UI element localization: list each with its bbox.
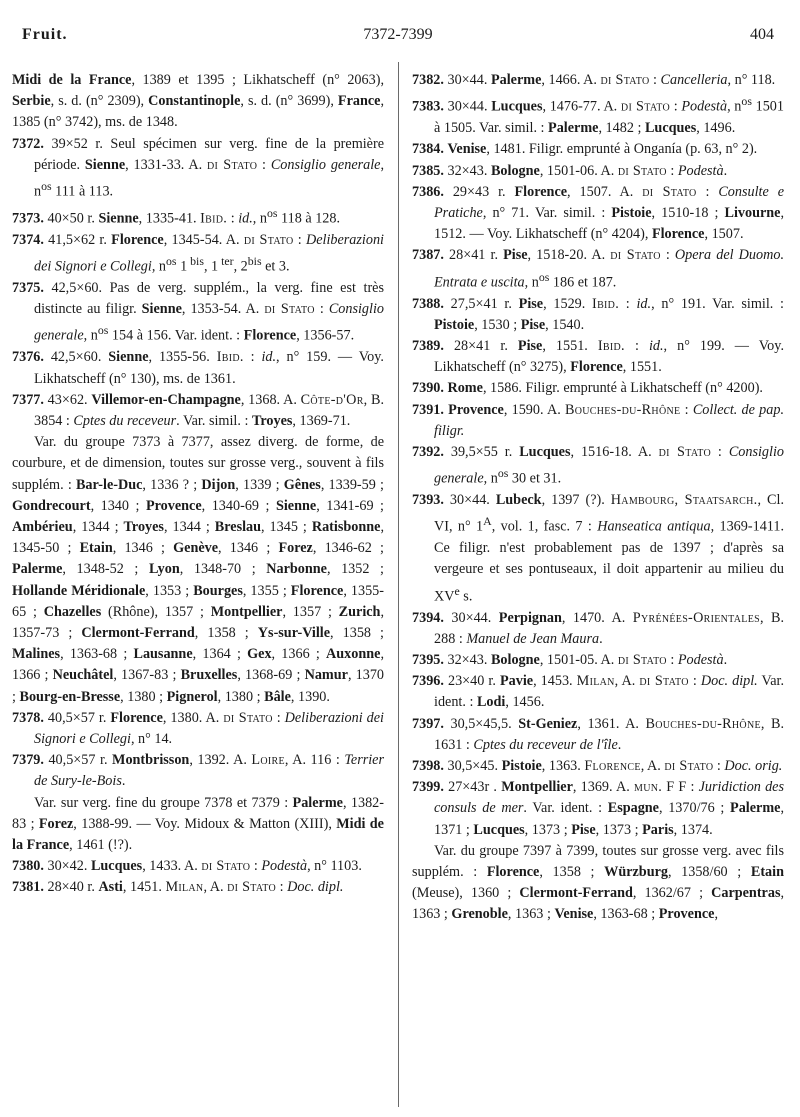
entry-7380: 7380. 30×42. Lucques, 1433. A. di Stato : Podestà, n° 1103. bbox=[12, 858, 362, 875]
entry-7390: 7390. Rome, 1586. Filigr. emprunté à Likhatscheff (n° 4200). bbox=[412, 380, 763, 397]
entry-7376: 7376. 42,5×60. Sienne, 1355-56. Ibid. : id., n° 159. — Voy. Likhatscheff (n° 130), ms. de 1361. bbox=[12, 349, 384, 387]
entry-7392: 7392. 39,5×55 r. Lucques, 1516-18. A. di Stato : Consiglio generale, $n^{os}$ 30 et 31. bbox=[412, 443, 784, 487]
right-column bbox=[412, 70, 784, 926]
entry-7399: 7399. 27×43r . Montpellier, 1369. A. mun. F F : Juridiction des consuls de mer. Var. ident. : Espagne, 1370/76 ; Palerme, 1371 ; Lucques, 1373 ; Pise, 1373 ; Paris, 1374. bbox=[412, 779, 784, 838]
entry-7374: 7374. 41,5×62 r. Florence, 1345-54. A. di Stato : Deliberazioni dei Signori e Collegi, $n^{os}$ 1 $^{bis}$, 1 $^{ter}$, $2^{bis}$ et 3. bbox=[12, 231, 384, 275]
entry-range: 7372-7399 bbox=[363, 26, 433, 43]
variants-paragraph: Var. sur verg. fine du groupe 7378 et 7379 : Palerme, 1382-83 ; Forez, 1388-99. — Voy. Midoux & Matton (XIII), Midi de la France, 1461 (!?). bbox=[12, 794, 384, 854]
entry-7387: 7387. 28×41 r. Pise, 1518-20. A. di Stato : Opera del Duomo. Entrata e uscita, $n^{os}$ 186 et 187. bbox=[412, 247, 784, 291]
entry-7383: 7383. 30×44. Lucques, 1476-77. A. di Stato : Podestà, $n^{os}$ 1501 à 1505. Var. simil. : Palerme, 1482 ; Lucques, 1496. bbox=[412, 94, 784, 137]
entry-7381: 7381. 28×40 r. Asti, 1451. Milan, A. di Stato : Doc. dipl. bbox=[12, 879, 344, 896]
entry-7396: 7396. 23×40 r. Pavie, 1453. Milan, A. di Stato : Doc. dipl. Var. ident. : Lodi, 1456. bbox=[412, 673, 784, 711]
section-title: Fruit. bbox=[22, 26, 68, 43]
page-number: 404 bbox=[750, 26, 774, 43]
column-divider bbox=[398, 62, 399, 1107]
variants-paragraph: Var. du groupe 7397 à 7399, toutes sur grosse verg. avec fils supplém. : Florence, 1358 ; Würzburg, 1358/60 ; Etain (Meuse), 1360 ; Clermont-Ferrand, 1362/67 ; Carpentras, 1363 ; Grenoble, 1363 ; Venise, 1363-68 ; Provence, bbox=[412, 842, 785, 923]
entry-7393: 7393. 30×44. Lubeck, 1397 (?). Hambourg, Staatsarch., Cl. VI, n° $1^A$, vol. 1, fasc. 7 : Hanseatica antiqua, 1369-1411. Ce filigr. n'est probablement pas de 1397 ; d'après sa vergeure et ses pontuseaux, il doit appartenir au milieu du XVe s. bbox=[412, 492, 785, 605]
entry-7386: 7386. 29×43 r. Florence, 1507. A. di Stato : Consulte e Pratiche, n° 71. Var. simil. : Pistoie, 1510-18 ; Livourne, 1512. — Voy. Likhatscheff (n° 4204), Florence, 1507. bbox=[412, 183, 784, 243]
entry-7391: 7391. Provence, 1590. A. Bouches-du-Rhône : Collect. de pap. filigr. bbox=[412, 401, 785, 439]
entry-7389: 7389. 28×41 r. Pise, 1551. Ibid. : id., n° 199. — Voy. Likhatscheff (n° 3275), Florence, 1551. bbox=[412, 337, 784, 376]
entry-7388: 7388. 27,5×41 r. Pise, 1529. Ibid. : id., n° 191. Var. simil. : Pistoie, 1530 ; Pise, 1540. bbox=[412, 295, 784, 333]
entry-7379: 7379. 40,5×57 r. Montbrisson, 1392. A. Loire, A. 116 : Terrier de Sury-le-Bois. bbox=[12, 752, 384, 790]
variants-paragraph: Var. du groupe 7373 à 7377, assez diverg. de forme, de courbure, et de dimension, toutes sur grosse verg., souvent à fils supplém. : Bar-le-Duc, 1336 ? ; Dijon, 1339 ; Gênes, 1339-59 ; Gondrecourt, 1340 ; Provence, 1340-69 ; Sienne, 1341-69 ; Ambérieu, 1344 ; Troyes, 1344 ; Breslau, 1345 ; Ratisbonne, 1345-50 ; Etain, 1346 ; Genève, 1346 ; Forez, 1346-62 ; Palerme, 1348-52 ; Lyon, 1348-70 ; Narbonne, 1352 ; Hollande Méridionale, 1353 ; Bourges, 1355 ; Florence, 1355-65 ; Chazelles (Rhône), 1357 ; Montpellier, 1357 ; Zurich, 1357-73 ; Clermont-Ferrand, 1358 ; Ys-sur-Ville, 1358 ; Malines, 1363-68 ; Lausanne, 1364 ; Gex, 1366 ; Auxonne, 1366 ; Neuchâtel, 1367-83 ; Bruxelles, 1368-69 ; Namur, 1370 ; Bourg-en-Bresse, 1380 ; Pignerol, 1380 ; Bâle, 1390. bbox=[12, 434, 385, 705]
entry-7395: 7395. 32×43. Bologne, 1501-05. A. di Stato : Podestà. bbox=[412, 651, 728, 668]
page-header bbox=[22, 26, 774, 50]
entry-7385: 7385. 32×43. Bologne, 1501-06. A. di Stato : Podestà. bbox=[412, 162, 728, 179]
entry-7378: 7378. 40,5×57 r. Florence, 1380. A. di Stato : Deliberazioni dei Signori e Collegi, n° 14. bbox=[12, 709, 384, 748]
entry-7373: 7373. 40×50 r. Sienne, 1335-41. Ibid. : id., $n^{os}$ 118 à 128. bbox=[12, 205, 341, 227]
entry-7384: 7384. Venise, 1481. Filigr. emprunté à Onganía (p. 63, n° 2). bbox=[412, 141, 758, 158]
entry-7382: 7382. 30×44. Palerme, 1466. A. di Stato : Cancelleria, n° 118. bbox=[412, 72, 776, 88]
entry-7397: 7397. 30,5×45,5. St-Geniez, 1361. A. Bouches-du-Rhône, B. 1631 : Cptes du receveur de l'île. bbox=[412, 715, 784, 753]
entry-7377: 7377. 43×62. Villemor-en-Champagne, 1368. A. Côte-d'Or, B. 3854 : Cptes du receveur. Var. simil. : Troyes, 1369-71. bbox=[12, 391, 384, 429]
entry-7372: 7372. 39×52 r. Seul spécimen sur verg. fine de la première période. Sienne, 1331-33. A. di Stato : Consiglio generale, $n^{os}$ 111 à 113. bbox=[12, 135, 385, 200]
left-column bbox=[12, 70, 384, 899]
entry-7375: 7375. 42,5×60. Pas de verg. supplém., la verg. fine est très distincte au filigr. Sienne, 1353-54. A. di Stato : Consiglio generale, $n^{os}$ 154 à 156. Var. ident. : Florence, 1356-57. bbox=[12, 280, 384, 345]
entry-7394: 7394. 30×44. Perpignan, 1470. A. Pyrénées-Orientales, B. 288 : Manuel de Jean Maura. bbox=[412, 609, 784, 647]
entry-7398: 7398. 30,5×45. Pistoie, 1363. Florence, A. di Stato : Doc. orig. bbox=[412, 757, 783, 774]
continued-text: Midi de la France, 1389 et 1395 ; Likhatscheff (n° 2063), Serbie, s. d. (n° 2309), Constantinople, s. d. (n° 3699), France, 1385 (n° 3742), ms. de 1348. bbox=[12, 72, 384, 131]
